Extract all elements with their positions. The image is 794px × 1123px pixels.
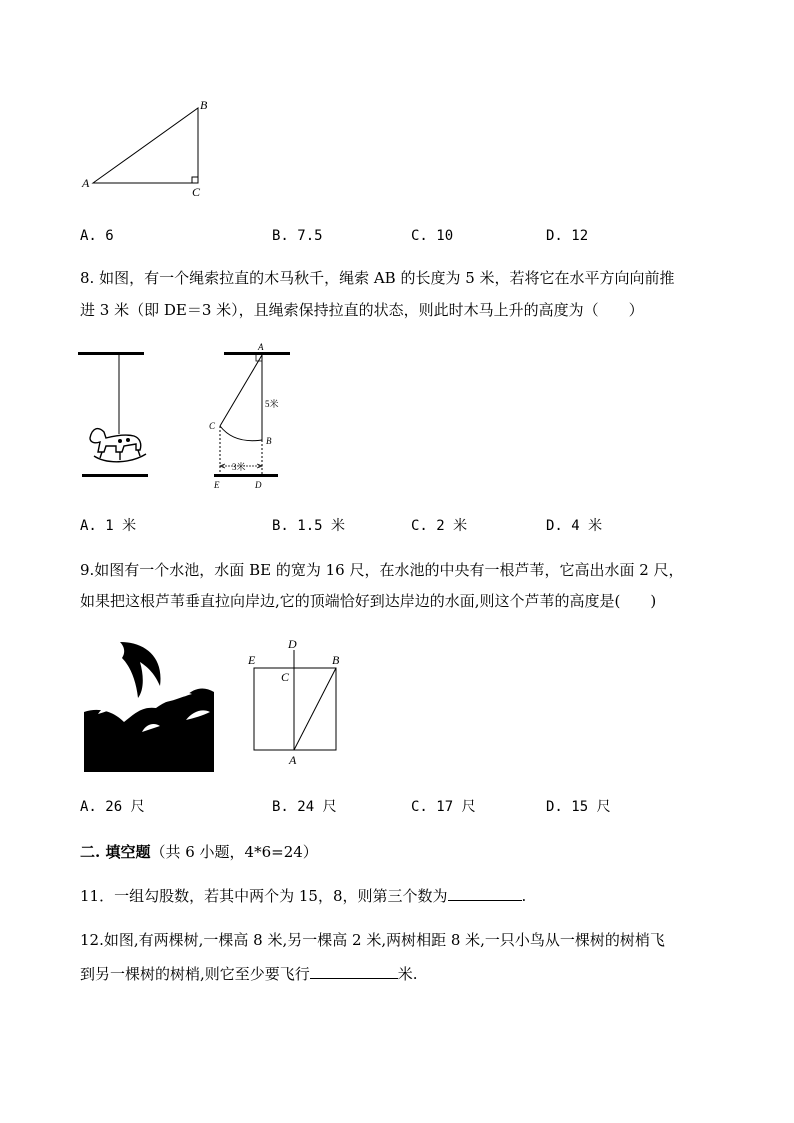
- rocking-horse-icon: [90, 429, 146, 462]
- q12-answer-blank[interactable]: [310, 964, 398, 979]
- q8-label-e: E: [214, 480, 220, 490]
- q9-label-c: C: [281, 670, 290, 684]
- section-title: 二. 填空题: [80, 843, 151, 861]
- label-b: B: [200, 98, 208, 112]
- q9-option-b[interactable]: B. 24 尺: [272, 799, 337, 815]
- q7-option-d[interactable]: D. 12: [546, 228, 589, 244]
- q9-label-e: E: [248, 653, 256, 667]
- q8-push-length: 3米: [232, 462, 246, 472]
- q9-option-a[interactable]: A. 26 尺: [80, 799, 145, 815]
- q11-answer-blank[interactable]: [448, 886, 522, 901]
- q9-option-d[interactable]: D. 15 尺: [546, 799, 611, 815]
- q11-end: .: [521, 887, 527, 905]
- q8-option-d[interactable]: D. 4 米: [546, 518, 603, 534]
- section-note: （共 6 小题，4*6=24）: [150, 843, 318, 861]
- q8-option-a[interactable]: A. 1 米: [80, 518, 137, 534]
- q8-label-c: C: [209, 421, 216, 431]
- reed-pond-photo: [82, 636, 214, 772]
- q8-label-a: A: [258, 342, 264, 352]
- q7-option-a[interactable]: A. 6: [80, 228, 114, 244]
- q12-end: 米.: [397, 965, 418, 983]
- q8-text-line2: 进 3 米（即 DE＝3 米），且绳索保持拉直的状态，则此时木马上升的高度为（ ）: [80, 301, 644, 319]
- q8-label-b: B: [266, 436, 272, 446]
- q9-label-b: B: [332, 653, 340, 667]
- label-a: A: [82, 176, 90, 190]
- q12-text-line2: [80, 964, 418, 984]
- q9-option-c[interactable]: C. 17 尺: [411, 799, 476, 815]
- q8-rope-length: 5米: [265, 399, 279, 409]
- q9-label-d: D: [288, 637, 297, 651]
- section-heading: [80, 842, 318, 862]
- right-triangle-figure: [78, 95, 228, 205]
- q7-option-b[interactable]: B. 7.5: [272, 228, 323, 244]
- q11-prompt: 11．一组勾股数，若其中两个为 15，8，则第三个数为: [80, 887, 448, 905]
- q11-text: [80, 886, 526, 906]
- q9-label-a: A: [289, 753, 297, 767]
- q8-text-line1: 8. 如图，有一个绳索拉直的木马秋千，绳索 AB 的长度为 5 米，若将它在水平方向向前推: [80, 269, 675, 287]
- q8-option-b[interactable]: B. 1.5 米: [272, 518, 346, 534]
- q12-text-line1: 12.如图,有两棵树,一棵高 8 米,另一棵高 2 米,两树相距 8 米,一只小鸟从一棵树的树梢飞: [80, 931, 665, 949]
- q8-label-d: D: [255, 480, 262, 490]
- q12-prompt: 到另一棵树的树梢,则它至少要飞行: [80, 965, 310, 983]
- right-angle-mark: [192, 177, 198, 183]
- q9-text-line2: 如果把这根芦苇垂直拉向岸边,它的顶端恰好到达岸边的水面,则这个芦苇的高度是( ): [80, 592, 657, 610]
- swing-geometry-figure: [206, 340, 302, 490]
- swing-horse-figure: [76, 346, 156, 482]
- q8-option-c[interactable]: C. 2 米: [411, 518, 468, 534]
- pond-geometry-figure: [244, 636, 348, 772]
- q9-text-line1: 9.如图有一个水池，水面 BE 的宽为 16 尺，在水池的中央有一根芦苇，它高出水面 2 尺，: [80, 561, 684, 579]
- triangle-abc: [93, 108, 198, 183]
- label-c: C: [192, 185, 201, 199]
- q7-option-c[interactable]: C. 10: [411, 228, 454, 244]
